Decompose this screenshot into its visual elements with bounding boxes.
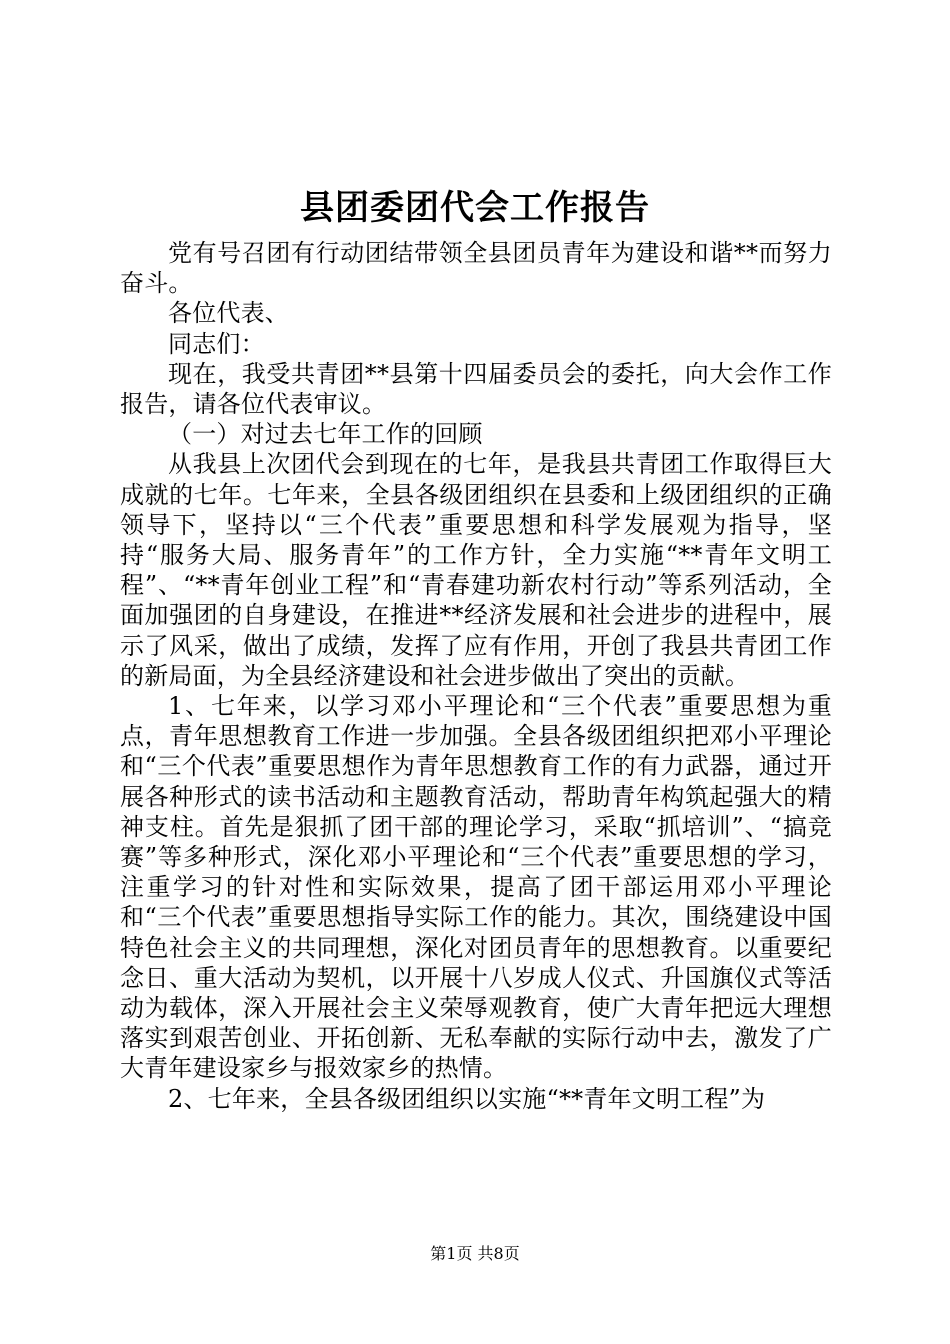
paragraph-item-1: 1、七年来，以学习邓小平理论和“三个代表”重要思想为重点，青年思想教育工作进一步加强。全县各级团组织把邓小平理论和“三个代表”重要思想作为青年思想教育工作的有力武器，通过开展各种形式的读书活动和主题教育活动，帮助青年构筑起强大的精神支柱。首先是狠抓了团干部的理论学习，采取“抓培训”、“搞竞赛”等多种形式，深化邓小平理论和“三个代表”重要思想的学习，注重学习的针对性和实际效果，提高了团干部运用邓小平理论和“三个代表”重要思想指导实际工作的能力。其次，围绕建设中国特色社会主义的共同理想，深化对团员青年的思想教育。以重要纪念日、重大活动为契机，以开展十八岁成人仪式、升国旗仪式等活动为载体，深入开展社会主义荣辱观教育，使广大青年把远大理想落实到艰苦创业、开拓创新、无私奉献的实际行动中去，激发了广大青年建设家乡与报效家乡的热情。 xyxy=(120,692,832,1083)
document-title: 县团委团代会工作报告 xyxy=(300,188,650,228)
paragraph-salutation-comrades: 同志们： xyxy=(168,329,265,358)
paragraph-slogan: 党有号召团有行动团结带领全县团员青年为建设和谐**而努力奋斗。 xyxy=(120,239,832,298)
paragraph-item-2: 2、七年来，全县各级团组织以实施“**青年文明工程”为 xyxy=(168,1084,766,1113)
paragraph-review-summary: 从我县上次团代会到现在的七年，是我县共青团工作取得巨大成就的七年。七年来，全县各级团组织在县委和上级团组织的正确领导下，坚持以“三个代表”重要思想和科学发展观为指导，坚持“服务大局、服务青年”的工作方针，全力实施“**青年文明工程”、“**青年创业工程”和“青春建功新农村行动”等系列活动，全面加强团的自身建设，在推进**经济发展和社会进步的进程中，展示了风采，做出了成绩，发挥了应有作用，开创了我县共青团工作的新局面，为全县经济建设和社会进步做出了突出的贡献。 xyxy=(120,450,832,690)
paragraph-opening: 现在，我受共青团**县第十四届委员会的委托，向大会作工作报告，请各位代表审议。 xyxy=(120,359,832,419)
section-heading-review: （一）对过去七年工作的回顾 xyxy=(168,420,483,449)
paragraph-salutation-delegates: 各位代表、 xyxy=(168,299,289,328)
document-body xyxy=(120,238,832,1114)
page-footer: 第1页 共8页 xyxy=(430,1244,520,1263)
